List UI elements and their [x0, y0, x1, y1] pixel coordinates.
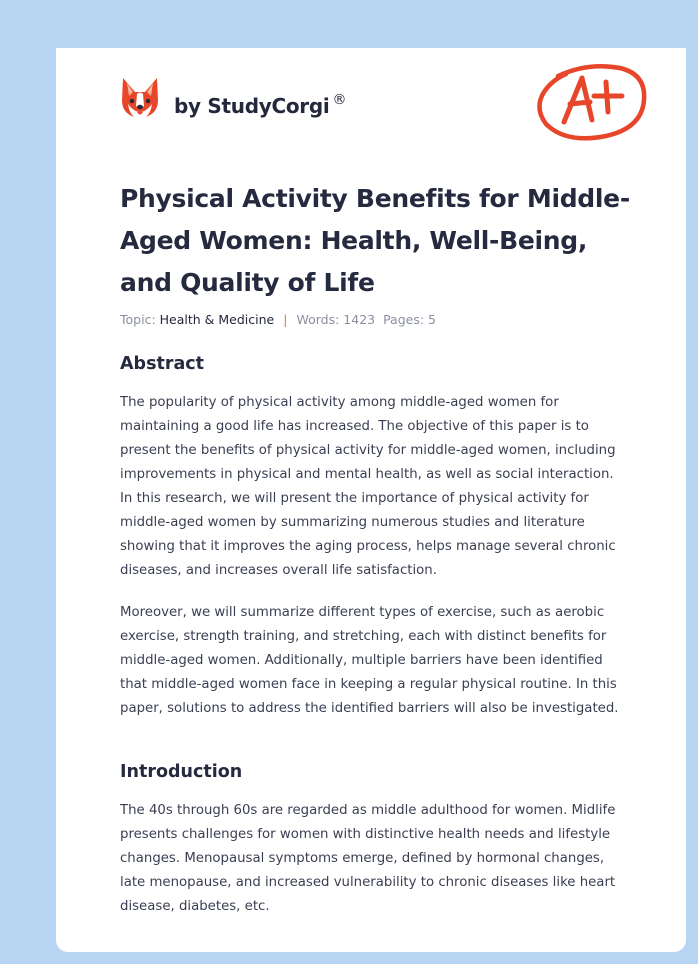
abstract-paragraph-1: The popularity of physical activity among middle-aged women for maintaining a good life has increased. The objective of this paper is to present the benefits of physical activity for middle-aged women, including improvements in physical and mental health, as well as social interaction. In this research, we will present the importance of physical activity for middle-aged women by summarizing numerous studies and literature showing that it improves the aging process, helps manage several chronic diseases, and increases overall life satisfaction.: [120, 395, 616, 578]
registered-mark: ®: [332, 92, 347, 108]
pages-label: Pages:: [383, 312, 425, 327]
studycorgi-logo[interactable]: [120, 76, 380, 128]
a-plus-grade-icon: [536, 56, 652, 142]
words-label: Words:: [296, 312, 340, 327]
corgi-icon: [120, 76, 160, 122]
words-count: 1423: [343, 312, 376, 327]
abstract-paragraph-2: Moreover, we will summarize different types of exercise, such as aerobic exercise, strength training, and stretching, each with distinct benefits for middle-aged women. Additionally, multiple barriers have been identified that middle-aged women face in keeping a regular physical routine. In this paper, solutions to address the identified barriers will also be investigated.: [120, 605, 619, 716]
meta-separator: |: [283, 312, 288, 327]
topic-label: Topic:: [120, 312, 156, 327]
introduction-heading: Introduction: [120, 762, 243, 782]
topic-link[interactable]: Health & Medicine: [159, 312, 275, 327]
pages-count: 5: [428, 312, 436, 327]
document-title: Physical Activity Benefits for Middle-Aged Women: Health, Well-Being, and Quality of Life: [120, 184, 630, 297]
brand-text: by StudyCorgi: [174, 94, 330, 118]
brand-name: [174, 92, 346, 118]
document-meta: [120, 312, 436, 327]
abstract-heading: Abstract: [120, 354, 205, 374]
introduction-paragraph-1: The 40s through 60s are regarded as middle adulthood for women. Midlife presents challenges for women with distinctive health needs and lifestyle changes. Menopausal symptoms emerge, defined by hormonal changes, late menopause, and increased vulnerability to chronic diseases like heart disease, diabetes, etc.: [120, 803, 616, 914]
document-page: [56, 48, 686, 952]
